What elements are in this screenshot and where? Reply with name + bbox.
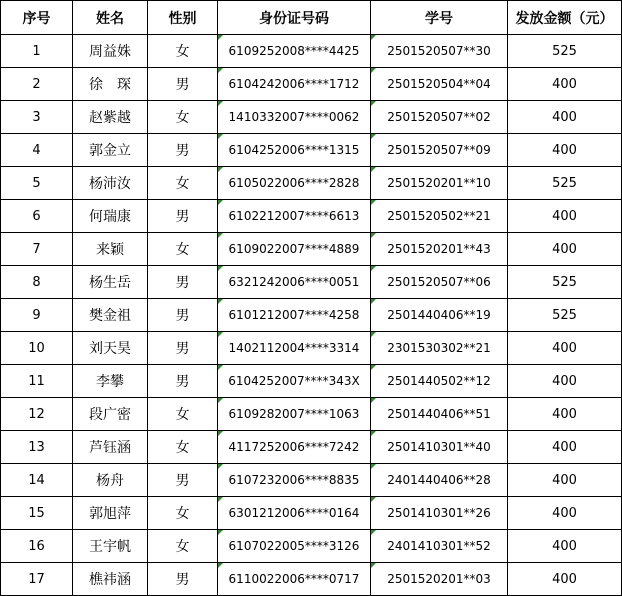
table-row bbox=[1, 497, 622, 530]
header-cell-no: 序号 bbox=[1, 1, 73, 35]
cell-student-id: 2401440406**28 bbox=[371, 464, 508, 497]
table-row bbox=[1, 101, 622, 134]
cell-name: 赵紫越 bbox=[73, 101, 148, 134]
header-cell-student-id: 学号 bbox=[371, 1, 508, 35]
cell-student-id: 2501410301**40 bbox=[371, 431, 508, 464]
cell-gender: 男 bbox=[148, 563, 218, 596]
cell-student-id: 2301530302**21 bbox=[371, 332, 508, 365]
cell-amount: 400 bbox=[508, 68, 622, 101]
cell-no: 8 bbox=[1, 266, 73, 299]
cell-id-number: 1402112004****3314 bbox=[218, 332, 371, 365]
cell-gender: 女 bbox=[148, 167, 218, 200]
cell-id-number: 1410332007****0062 bbox=[218, 101, 371, 134]
cell-amount: 525 bbox=[508, 266, 622, 299]
cell-name: 徐 琛 bbox=[73, 68, 148, 101]
cell-id-number: 6110022006****0717 bbox=[218, 563, 371, 596]
cell-amount: 525 bbox=[508, 167, 622, 200]
cell-name: 杨沛汝 bbox=[73, 167, 148, 200]
cell-id-number: 6105022006****2828 bbox=[218, 167, 371, 200]
cell-no: 2 bbox=[1, 68, 73, 101]
header-cell-amount: 发放金额（元） bbox=[508, 1, 622, 35]
table-row bbox=[1, 200, 622, 233]
cell-no: 1 bbox=[1, 35, 73, 68]
table-row bbox=[1, 35, 622, 68]
header-cell-id-number: 身份证号码 bbox=[218, 1, 371, 35]
header-cell-name: 姓名 bbox=[73, 1, 148, 35]
cell-amount: 400 bbox=[508, 398, 622, 431]
cell-no: 7 bbox=[1, 233, 73, 266]
cell-name: 杨舟 bbox=[73, 464, 148, 497]
cell-student-id: 2501520507**06 bbox=[371, 266, 508, 299]
cell-amount: 525 bbox=[508, 35, 622, 68]
table-row bbox=[1, 233, 622, 266]
cell-student-id: 2501520201**03 bbox=[371, 563, 508, 596]
cell-name: 李攀 bbox=[73, 365, 148, 398]
table-row bbox=[1, 134, 622, 167]
cell-name: 来颖 bbox=[73, 233, 148, 266]
cell-no: 10 bbox=[1, 332, 73, 365]
cell-amount: 400 bbox=[508, 233, 622, 266]
cell-amount: 400 bbox=[508, 101, 622, 134]
cell-gender: 女 bbox=[148, 398, 218, 431]
cell-name: 王宇帆 bbox=[73, 530, 148, 563]
cell-id-number: 6104242006****1712 bbox=[218, 68, 371, 101]
cell-student-id: 2401410301**52 bbox=[371, 530, 508, 563]
cell-amount: 400 bbox=[508, 530, 622, 563]
cell-no: 11 bbox=[1, 365, 73, 398]
cell-id-number: 6109252008****4425 bbox=[218, 35, 371, 68]
cell-no: 4 bbox=[1, 134, 73, 167]
cell-student-id: 2501520201**43 bbox=[371, 233, 508, 266]
cell-student-id: 2501520502**21 bbox=[371, 200, 508, 233]
cell-no: 13 bbox=[1, 431, 73, 464]
cell-no: 12 bbox=[1, 398, 73, 431]
cell-name: 周益姝 bbox=[73, 35, 148, 68]
cell-id-number: 6104252007****343X bbox=[218, 365, 371, 398]
cell-no: 16 bbox=[1, 530, 73, 563]
cell-amount: 400 bbox=[508, 563, 622, 596]
cell-amount: 400 bbox=[508, 464, 622, 497]
table-row bbox=[1, 365, 622, 398]
cell-name: 刘天昊 bbox=[73, 332, 148, 365]
cell-student-id: 2501520201**10 bbox=[371, 167, 508, 200]
cell-no: 3 bbox=[1, 101, 73, 134]
cell-id-number: 6109282007****1063 bbox=[218, 398, 371, 431]
cell-gender: 女 bbox=[148, 431, 218, 464]
cell-gender: 男 bbox=[148, 68, 218, 101]
table-row bbox=[1, 464, 622, 497]
cell-no: 15 bbox=[1, 497, 73, 530]
cell-amount: 400 bbox=[508, 365, 622, 398]
cell-name: 樵祎涵 bbox=[73, 563, 148, 596]
table-row bbox=[1, 431, 622, 464]
cell-amount: 400 bbox=[508, 200, 622, 233]
cell-id-number: 6109022007****4889 bbox=[218, 233, 371, 266]
cell-gender: 男 bbox=[148, 365, 218, 398]
cell-name: 何瑞康 bbox=[73, 200, 148, 233]
cell-name: 杨生岳 bbox=[73, 266, 148, 299]
cell-no: 6 bbox=[1, 200, 73, 233]
cell-id-number: 6104252006****1315 bbox=[218, 134, 371, 167]
table-row bbox=[1, 167, 622, 200]
cell-name: 樊金祖 bbox=[73, 299, 148, 332]
table-row bbox=[1, 68, 622, 101]
cell-student-id: 2501520507**09 bbox=[371, 134, 508, 167]
cell-id-number: 6102212007****6613 bbox=[218, 200, 371, 233]
cell-amount: 400 bbox=[508, 332, 622, 365]
cell-name: 郭旭萍 bbox=[73, 497, 148, 530]
table-body bbox=[1, 35, 622, 596]
cell-gender: 女 bbox=[148, 530, 218, 563]
table-row bbox=[1, 332, 622, 365]
cell-id-number: 6301212006****0164 bbox=[218, 497, 371, 530]
table-row bbox=[1, 530, 622, 563]
table-row bbox=[1, 398, 622, 431]
cell-gender: 男 bbox=[148, 299, 218, 332]
cell-amount: 400 bbox=[508, 431, 622, 464]
cell-amount: 400 bbox=[508, 497, 622, 530]
cell-gender: 女 bbox=[148, 101, 218, 134]
table-row bbox=[1, 299, 622, 332]
cell-no: 14 bbox=[1, 464, 73, 497]
header-cell-gender: 性别 bbox=[148, 1, 218, 35]
cell-id-number: 6107232006****8835 bbox=[218, 464, 371, 497]
cell-student-id: 2501410301**26 bbox=[371, 497, 508, 530]
cell-id-number: 4117252006****7242 bbox=[218, 431, 371, 464]
cell-gender: 男 bbox=[148, 332, 218, 365]
table-row bbox=[1, 563, 622, 596]
cell-gender: 男 bbox=[148, 266, 218, 299]
cell-amount: 525 bbox=[508, 299, 622, 332]
cell-gender: 女 bbox=[148, 497, 218, 530]
cell-id-number: 6321242006****0051 bbox=[218, 266, 371, 299]
cell-student-id: 2501520504**04 bbox=[371, 68, 508, 101]
cell-gender: 女 bbox=[148, 35, 218, 68]
cell-gender: 男 bbox=[148, 464, 218, 497]
cell-gender: 男 bbox=[148, 134, 218, 167]
cell-no: 17 bbox=[1, 563, 73, 596]
cell-student-id: 2501440406**19 bbox=[371, 299, 508, 332]
cell-no: 9 bbox=[1, 299, 73, 332]
cell-name: 段广密 bbox=[73, 398, 148, 431]
cell-gender: 女 bbox=[148, 233, 218, 266]
cell-student-id: 2501440502**12 bbox=[371, 365, 508, 398]
cell-name: 郭金立 bbox=[73, 134, 148, 167]
cell-amount: 400 bbox=[508, 134, 622, 167]
cell-name: 芦钰涵 bbox=[73, 431, 148, 464]
cell-id-number: 6101212007****4258 bbox=[218, 299, 371, 332]
cell-student-id: 2501440406**51 bbox=[371, 398, 508, 431]
cell-gender: 男 bbox=[148, 200, 218, 233]
cell-student-id: 2501520507**02 bbox=[371, 101, 508, 134]
cell-id-number: 6107022005****3126 bbox=[218, 530, 371, 563]
header-row bbox=[1, 1, 622, 35]
cell-no: 5 bbox=[1, 167, 73, 200]
cell-student-id: 2501520507**30 bbox=[371, 35, 508, 68]
table-row bbox=[1, 266, 622, 299]
